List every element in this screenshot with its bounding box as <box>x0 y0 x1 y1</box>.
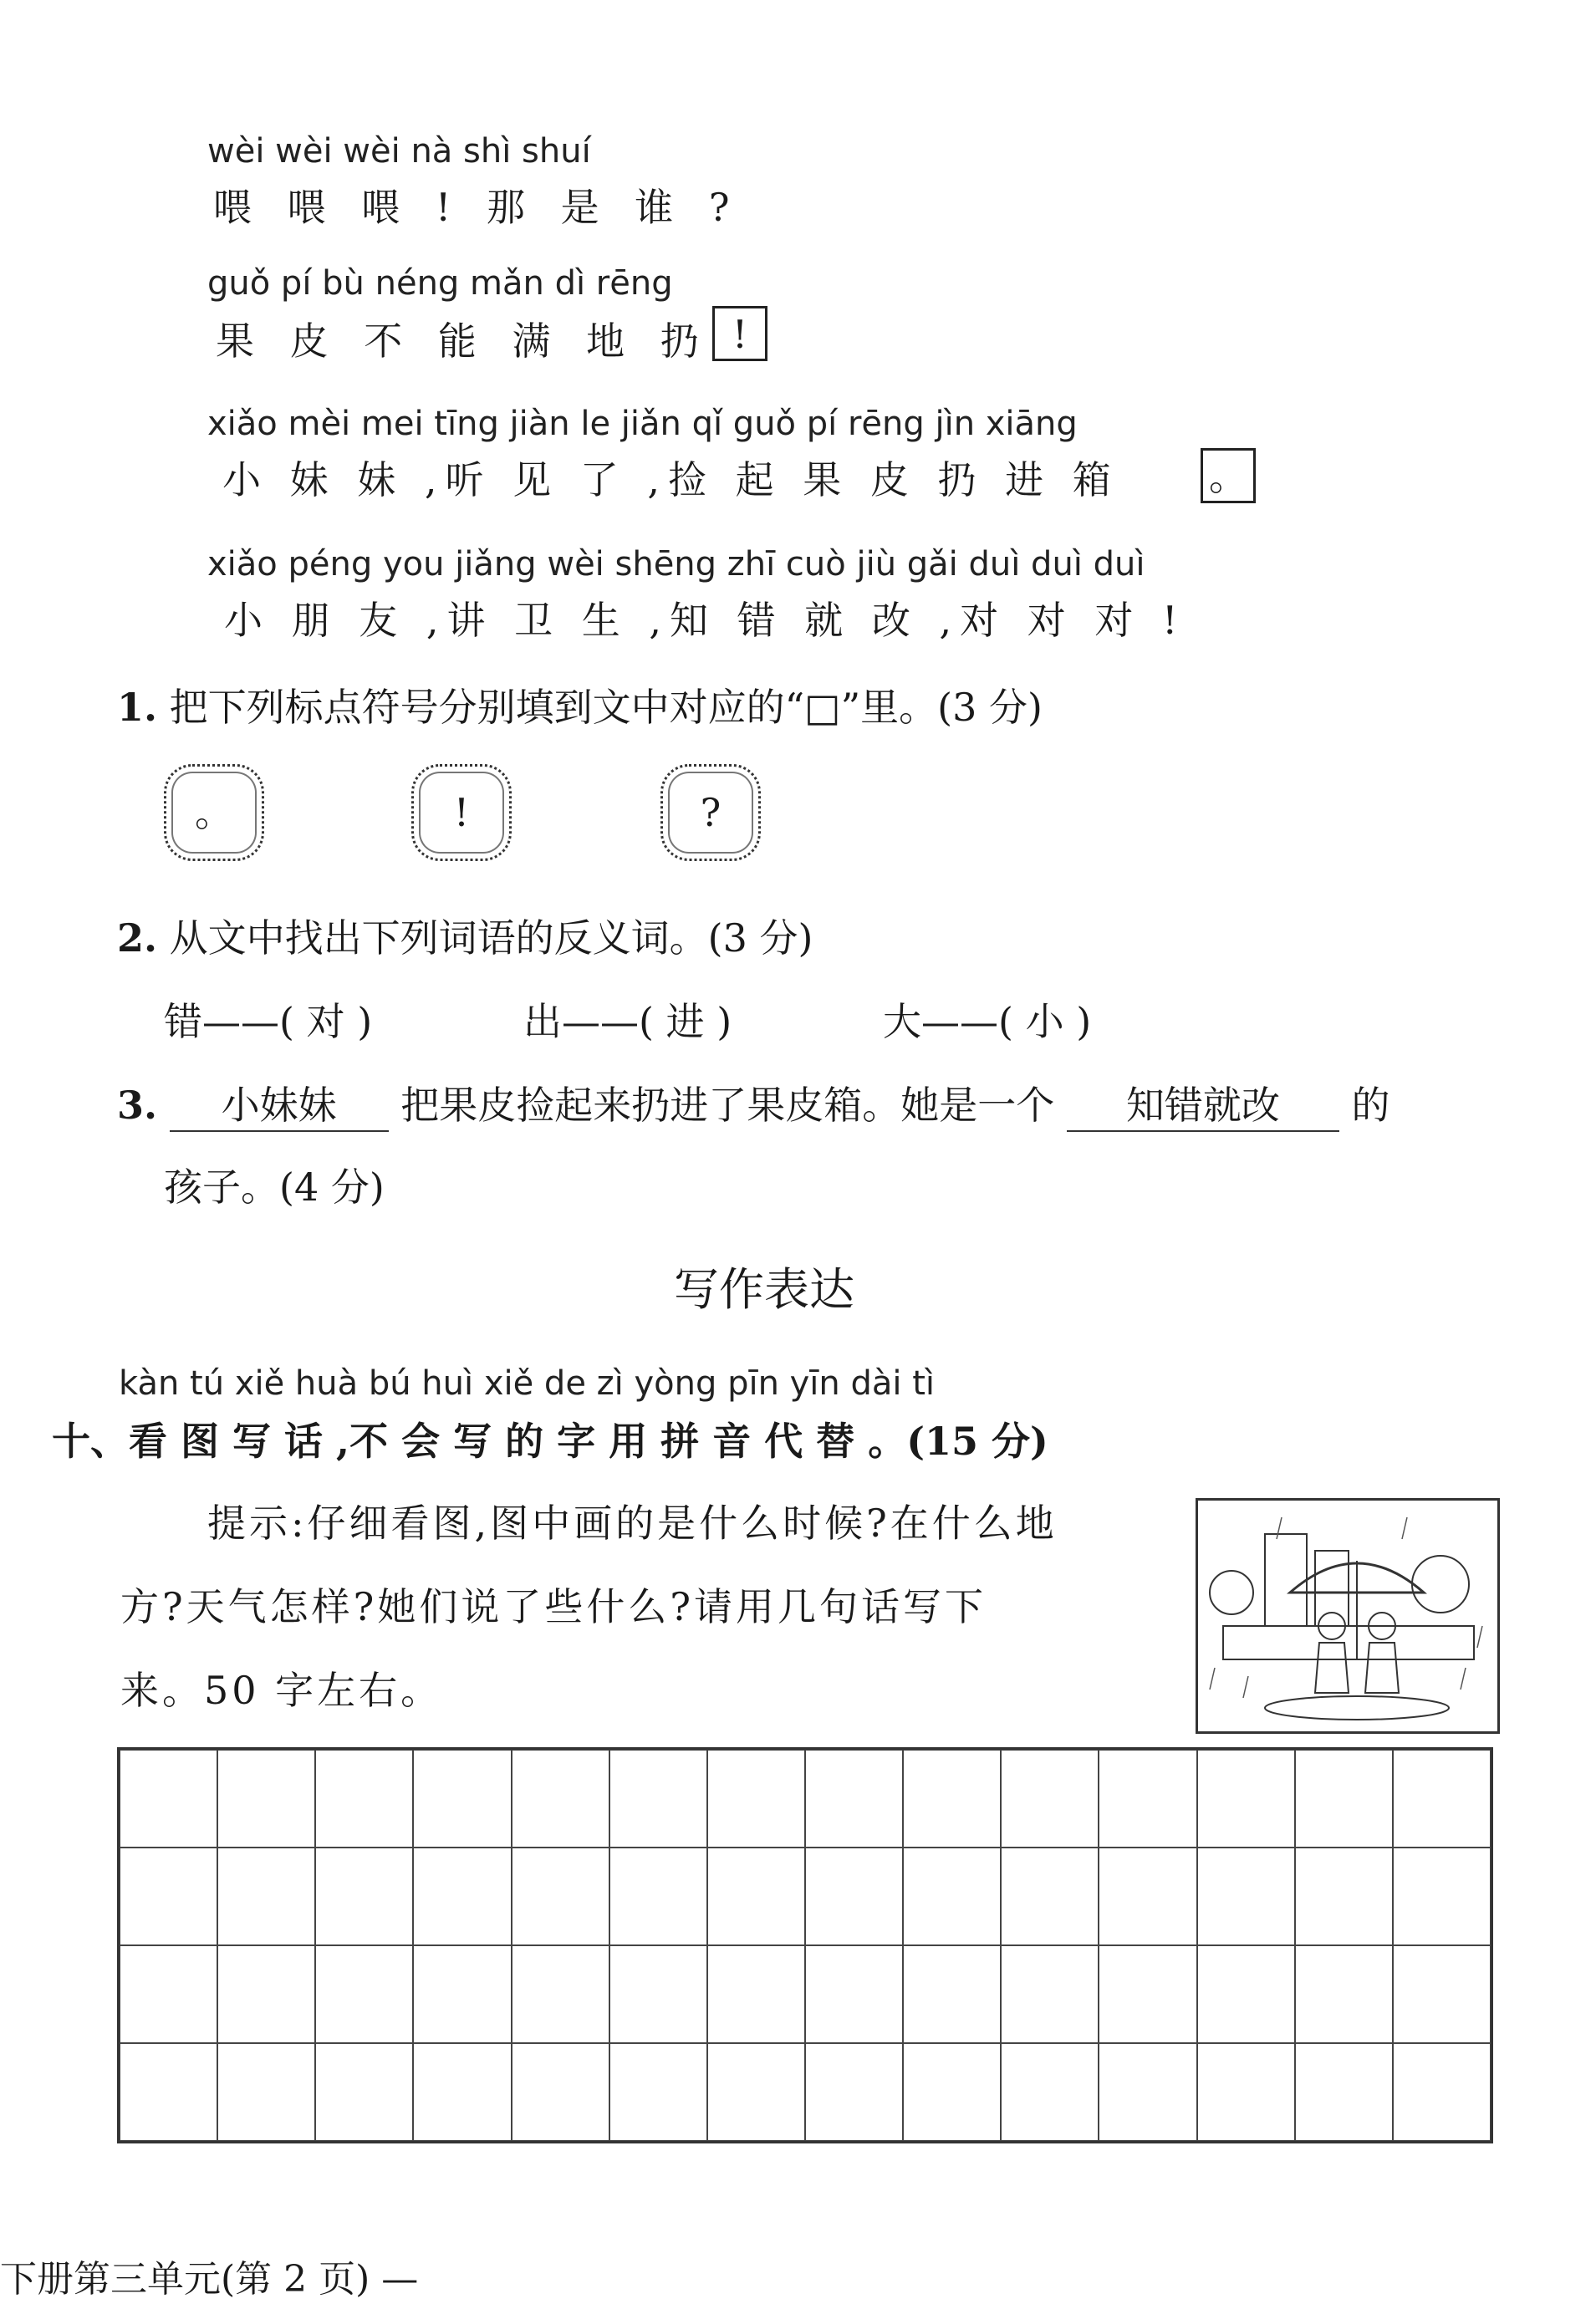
question-1-number: 1. <box>117 685 158 730</box>
question-3-blank-2[interactable]: 知错就改 <box>1067 1075 1339 1132</box>
antonym-pair-3 <box>883 991 1091 1047</box>
question-10-pinyin: kàn tú xiě huà bú huì xiě de zì yòng pīn yīn dài tì <box>119 1364 936 1403</box>
punct-badge-question[interactable]: ? <box>660 764 761 861</box>
question-1-text: 把下列标点符号分别填到文中对应的“□”里。(3 分) <box>169 685 1043 730</box>
antonym-word-1: 错——( <box>164 999 294 1044</box>
poem-pinyin-2: guǒ pí bù néng mǎn dì rēng <box>207 264 673 303</box>
poem-line-4: 小 朋 友 ,讲 卫 生 ,知 错 就 改 ,对 对 对 ! <box>224 598 1186 643</box>
poem-pinyin-4: xiǎo péng you jiǎng wèi shēng zhī cuò jiù gǎi duì duì duì <box>207 545 1145 584</box>
poem-line-2: 果 皮 不 能 满 地 扔 <box>216 319 711 364</box>
hint-line-1: 提示:仔细看图,图中画的是什么时候?在什么地 <box>207 1501 1058 1546</box>
poem-pinyin-3: xiǎo mèi mei tīng jiàn le jiǎn qǐ guǒ pí rēng jìn xiāng <box>207 405 1078 443</box>
question-10-number: 十、 <box>52 1419 129 1464</box>
antonym-word-2: 出——( <box>523 999 654 1044</box>
writing-grid[interactable] <box>117 1747 1493 2143</box>
poem-line-3: 小 妹 妹 ,听 见 了 ,捡 起 果 皮 扔 进 箱 <box>222 457 1119 502</box>
antonym-close-2: ) <box>716 999 732 1044</box>
antonym-close-3: ) <box>1076 999 1092 1044</box>
punct-box-3[interactable]: 。 <box>1201 448 1256 503</box>
question-10 <box>52 1411 1048 1466</box>
question-2-text: 从文中找出下列词语的反义词。(3 分) <box>169 915 813 961</box>
poem-line-1: 喂 喂 喂 ! 那 是 谁 ? <box>213 185 742 230</box>
page-footer: 下册第三单元(第 2 页) — <box>0 2258 419 2301</box>
question-3-end: 的 <box>1351 1083 1390 1128</box>
antonym-close-1: ) <box>357 999 373 1044</box>
antonym-answer-3[interactable]: 小 <box>1025 999 1064 1044</box>
question-2 <box>117 908 813 963</box>
antonym-word-3: 大——( <box>883 999 1013 1044</box>
antonym-answer-1[interactable]: 对 <box>306 999 345 1044</box>
question-1 <box>117 677 1043 732</box>
punct-box-2[interactable]: ! <box>712 306 767 361</box>
punct-badge-exclamation[interactable]: ! <box>411 764 512 861</box>
question-3-blank-1[interactable]: 小妹妹 <box>170 1075 389 1132</box>
punct-badge-period[interactable]: 。 <box>164 764 264 861</box>
antonym-pair-2 <box>523 991 732 1047</box>
hint-line-2: 方?天气怎样?她们说了些什么?请用几句话写下 <box>120 1584 987 1629</box>
question-3 <box>117 1075 1390 1132</box>
illustration-svg <box>1198 1501 1497 1731</box>
question-3-line-2: 孩子。(4 分) <box>164 1165 385 1210</box>
rain-umbrella-illustration <box>1196 1498 1500 1734</box>
hint-line-3: 来。50 字左右。 <box>120 1668 443 1713</box>
question-10-text: 看 图 写 话 ,不 会 写 的 字 用 拼 音 代 替 。(15 分) <box>129 1419 1048 1464</box>
antonym-pair-1 <box>164 991 372 1047</box>
question-3-mid: 把果皮捡起来扔进了果皮箱。她是一个 <box>400 1083 1055 1128</box>
antonym-answer-2[interactable]: 进 <box>665 999 705 1044</box>
section-title: 写作表达 <box>674 1263 854 1316</box>
question-2-number: 2. <box>117 915 158 961</box>
question-3-number: 3. <box>117 1083 158 1128</box>
poem-pinyin-1: wèi wèi wèi nà shì shuí <box>207 132 591 171</box>
